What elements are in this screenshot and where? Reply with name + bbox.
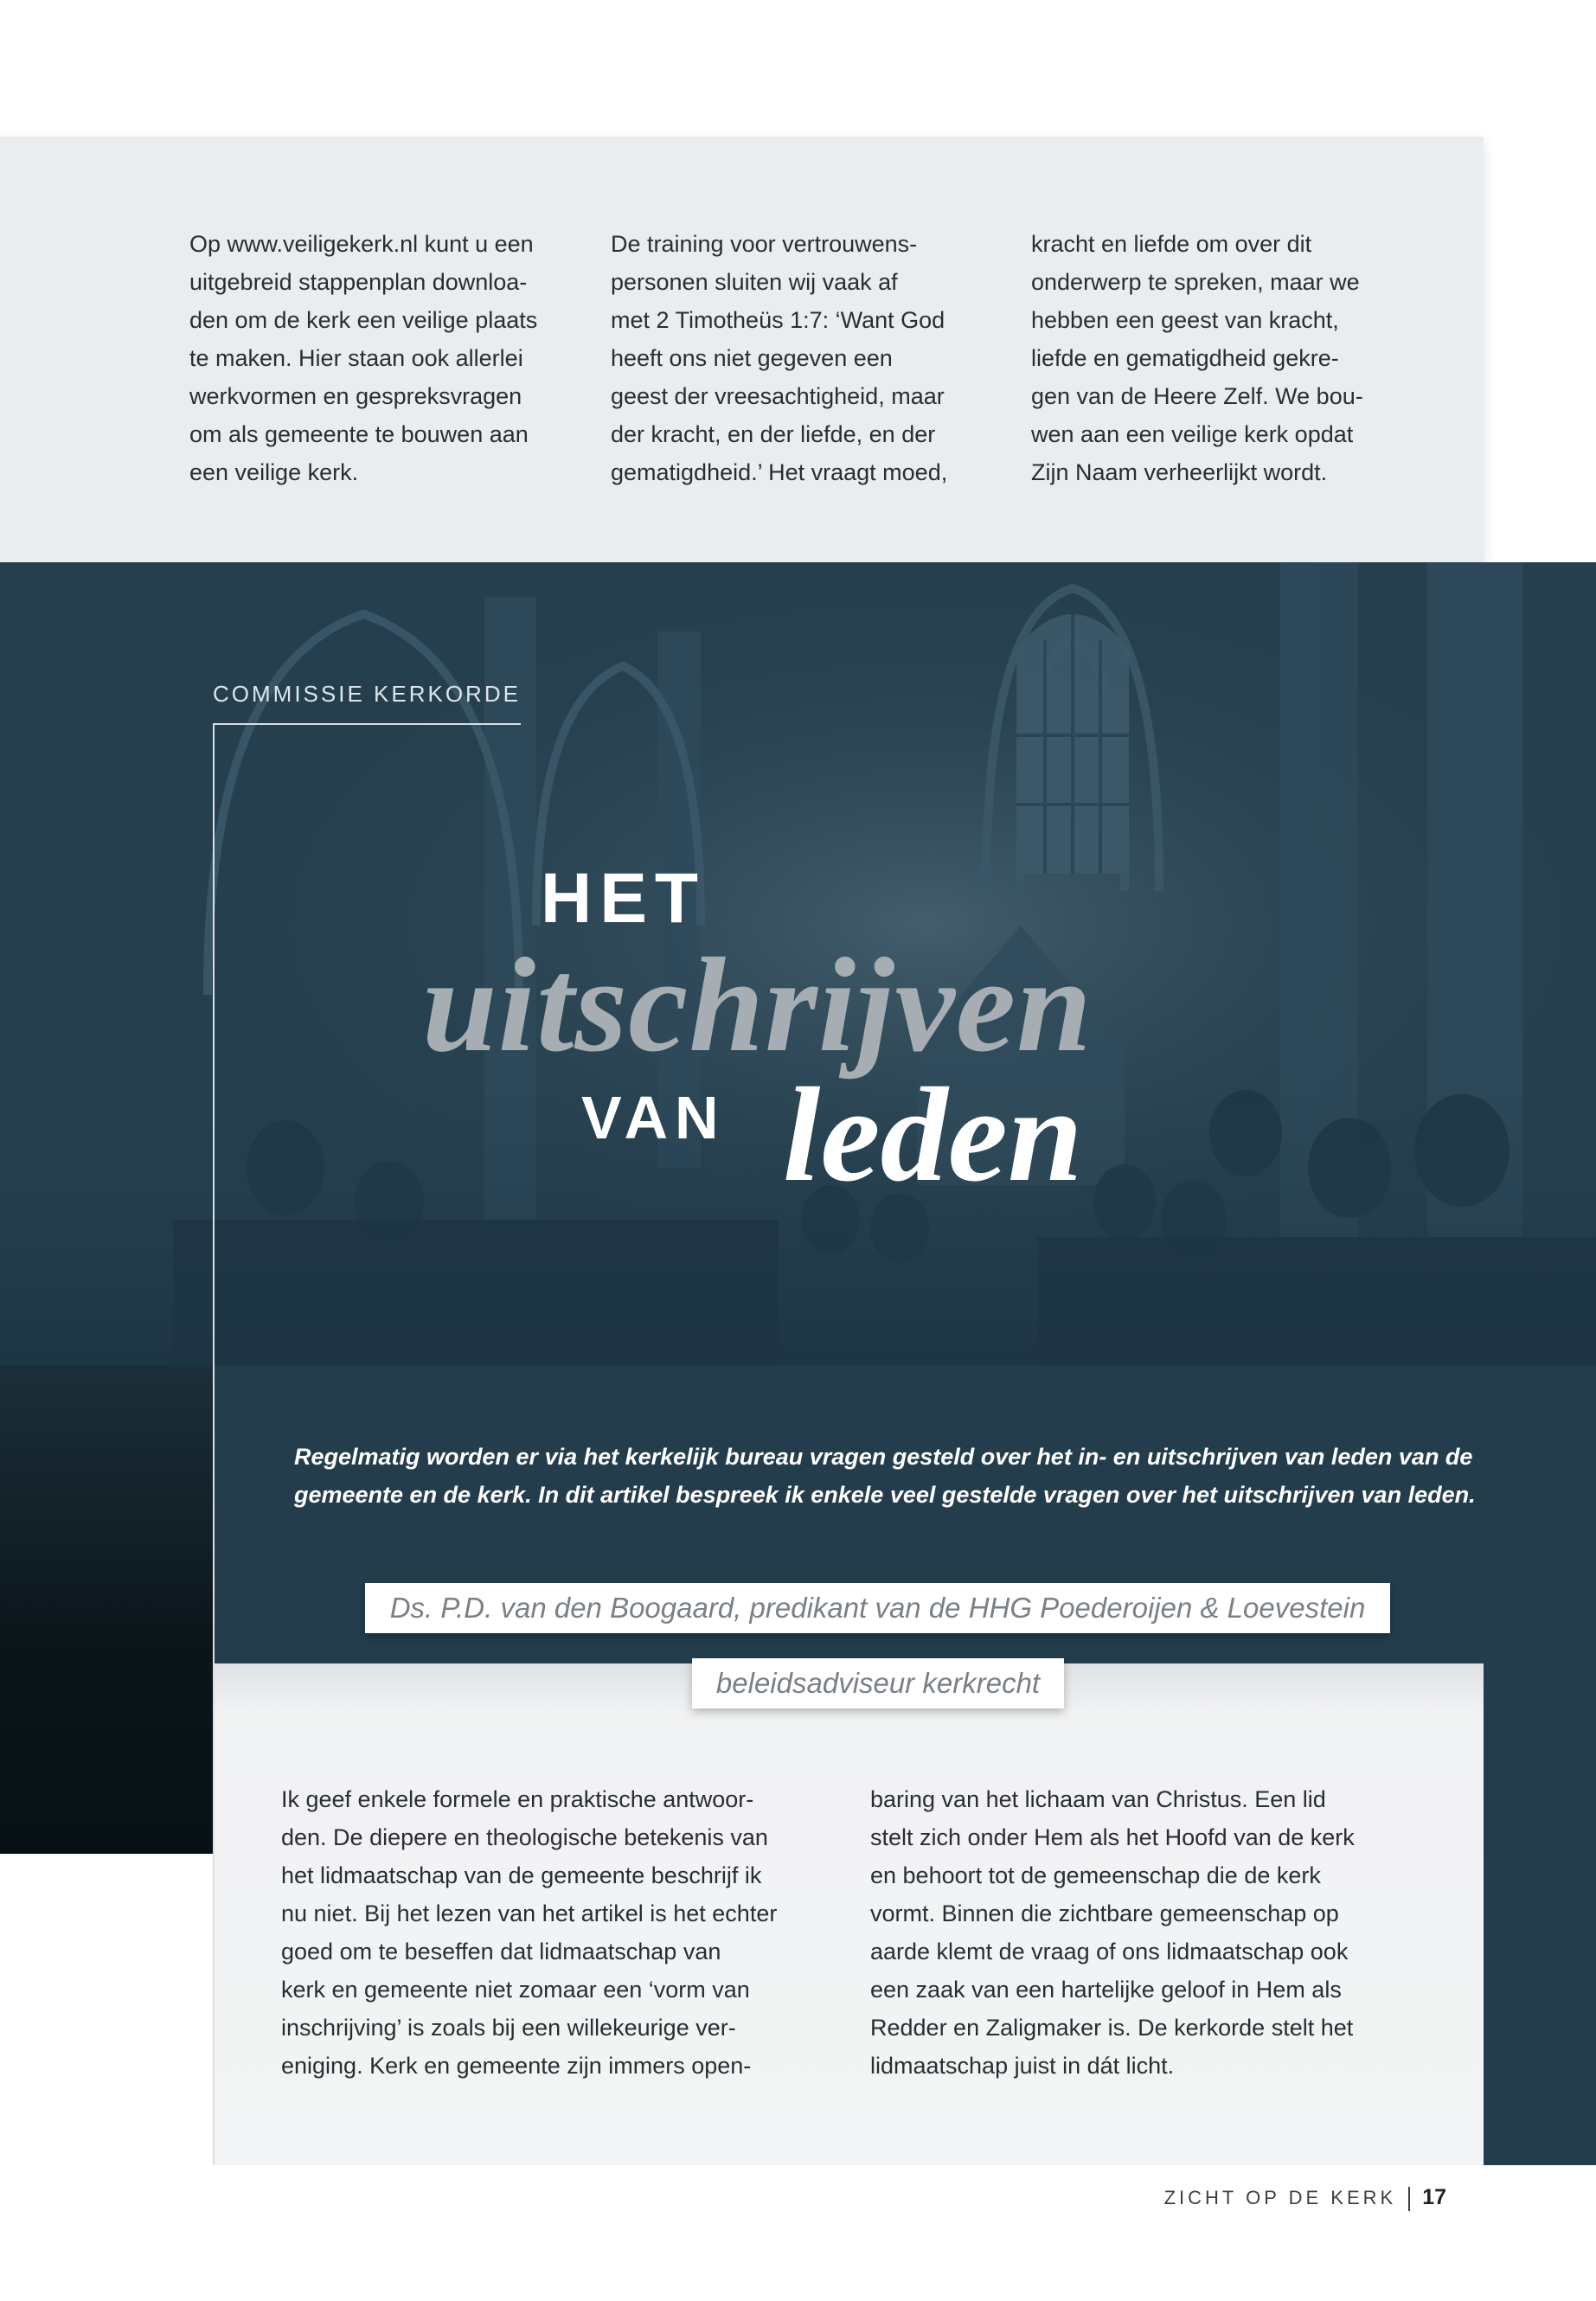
title-van: VAN [581,1084,726,1151]
top-column-1 [189,225,570,491]
text-line: onderwerp te spreken, maar we [1031,269,1360,295]
frame-line-vertical [213,723,215,2165]
intro-paragraph [294,1438,1479,1514]
text-line: den. De diepere en theologische betekenis van [281,1824,768,1850]
text-line: gematigdheid.’ Het vraagt moed, [611,459,948,485]
text-line: het lidmaatschap van de gemeente beschrijf ik [281,1862,762,1888]
text-line: aarde klemt de vraag of ons lidmaatschap ook [870,1939,1349,1965]
footer-divider [1408,2187,1410,2211]
text-line: stelt zich onder Hem als het Hoofd van de kerk [870,1824,1355,1850]
text-line: heeft ons niet gegeven een [611,345,893,371]
text-line: nu niet. Bij het lezen van het artikel is het echter [281,1900,778,1926]
page-footer [1164,2185,1446,2211]
text-line: der kracht, en der liefde, en der [611,421,936,447]
text-line: kracht en liefde om over dit [1031,231,1312,257]
page-number: 17 [1422,2185,1446,2209]
intro-line: Regelmatig worden er via het kerkelijk bureau vragen gesteld over het in- en uitschrijven van leden van de [294,1444,1473,1470]
text-line: wen aan een veilige kerk opdat [1031,421,1354,447]
magazine-name: ZICHT OP DE KERK [1163,2187,1397,2208]
frame-line-horizontal [213,723,521,725]
text-line: den om de kerk een veilige plaats [189,307,538,333]
title-uitschrijven: uitschrijven [422,930,1093,1080]
text-line: lidmaatschap juist in dát licht. [870,2053,1175,2079]
text-line: met 2 Timotheüs 1:7: ‘Want God [611,307,945,333]
text-line: inschrijving’ is zoals bij een willekeurige ver- [281,2015,736,2041]
text-line: Ik geef enkele formele en praktische antwoor- [281,1786,754,1812]
title-het: HET [541,859,706,938]
dark-left-block [0,1365,215,1854]
text-line: kerk en gemeente niet zomaar een ‘vorm van [281,1977,750,2003]
top-column-3 [1031,225,1412,491]
body-column-1 [281,1780,817,2085]
intro-line: gemeente en de kerk. In dit artikel bespreek ik enkele veel gestelde vragen over het uitschrijven van leden. [294,1482,1476,1508]
text-line: werkvormen en gespreksvragen [189,383,522,409]
text-line: liefde en gematigdheid gekre- [1031,345,1339,371]
text-line: te maken. Hier staan ook allerlei [189,345,523,371]
text-line: en behoort tot de gemeenschap die de kerk [870,1862,1321,1888]
text-line: geest der vreesachtigheid, maar [611,383,945,409]
text-line: Redder en Zaligmaker is. De kerkorde stelt het [870,2015,1354,2041]
author-role-tag: beleidsadviseur kerkrecht [692,1658,1064,1708]
text-line: vormt. Binnen die zichtbare gemeenschap op [870,1900,1339,1926]
text-line: uitgebreid stappenplan downloa- [189,269,528,295]
text-line: goed om te beseffen dat lidmaatschap van [281,1939,721,1965]
title-leden: leden [783,1060,1083,1209]
top-column-2 [611,225,991,491]
text-line: hebben een geest van kracht, [1031,307,1339,333]
right-dark-strip [1484,1663,1596,2165]
text-line: De training voor vertrouwens- [611,231,918,257]
author-tag: Ds. P.D. van den Boogaard, predikant van de HHG Poederoijen & Loevestein [365,1583,1390,1633]
text-line: personen sluiten wij vaak af [611,269,898,295]
body-column-2 [870,1780,1407,2085]
text-line: Op www.veiligekerk.nl kunt u een [189,231,534,257]
text-line: Zijn Naam verheerlijkt wordt. [1031,459,1328,485]
text-line: baring van het lichaam van Christus. Een lid [870,1786,1326,1812]
text-line: gen van de Heere Zelf. We bou- [1031,383,1363,409]
section-label: COMMISSIE KERKORDE [213,681,521,707]
text-line: om als gemeente te bouwen aan [189,421,529,447]
text-line: een veilige kerk. [189,459,359,485]
text-line: eniging. Kerk en gemeente zijn immers open- [281,2053,752,2079]
text-line: een zaak van een hartelijke geloof in Hem als [870,1977,1342,2003]
